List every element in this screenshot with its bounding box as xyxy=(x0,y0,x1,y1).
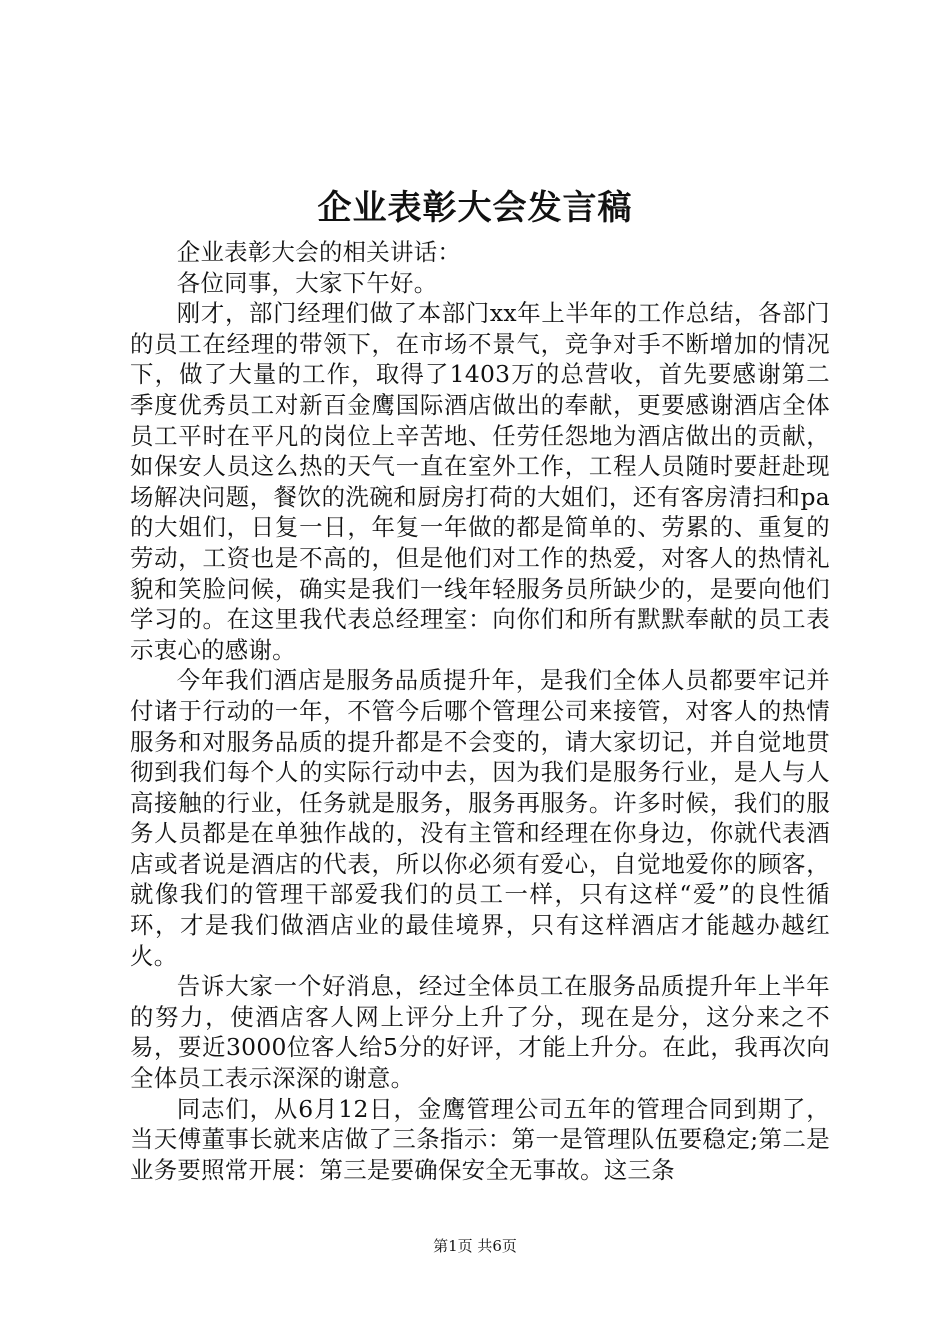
paragraph-service-quality: 今年我们酒店是服务品质提升年，是我们全体人员都要牢记并付诸于行动的一年，不管今后哪个管理公司来接管，对客人的热情服务和对服务品质的提升都是不会变的，请大家切记，并自觉地贯彻到我们每个人的实际行动中去，因为我们是服务行业，是人与人高接触的行业，任务就是服务，服务再服务。许多时候，我们的服务人员都是在单独作战的，没有主管和经理在你身边，你就代表酒店或者说是酒店的代表，所以你必须有爱心，自觉地爱你的顾客，就像我们的管理干部爱我们的员工一样，只有这样“爱”的良性循环，才是我们做酒店业的最佳境界，只有这样酒店才能越办越红火。 xyxy=(130,666,830,970)
paragraph-thanks: 刚才，部门经理们做了本部门xx年上半年的工作总结，各部门的员工在经理的带领下，在市场不景气，竞争对手不断增加的情况下，做了大量的工作，取得了1403万的总营收，首先要感谢第二季度优秀员工对新百金鹰国际酒店做出的奉献，更要感谢酒店全体员工平时在平凡的岗位上辛苦地、任劳任怨地为酒店做出的贡献，如保安人员这么热的天气一直在室外工作，工程人员随时要赶赴现场解决问题，餐饮的洗碗和厨房打荷的大姐们，还有客房清扫和pa的大姐们，日复一日，年复一年做的都是简单的、劳累的、重复的劳动，工资也是不高的，但是他们对工作的热爱，对客人的热情礼貌和笑脸问候，确实是我们一线年轻服务员所缺少的，是要向他们学习的。在这里我代表总经理室：向你们和所有默默奉献的员工表示衷心的感谢。 xyxy=(130,299,830,664)
page-number-footer: 第1页 共6页 xyxy=(433,1237,517,1255)
paragraph-intro: 企业表彰大会的相关讲话： xyxy=(176,238,462,266)
paragraph-management-contract: 同志们，从6月12日，金鹰管理公司五年的管理合同到期了，当天傅董事长就来店做了三条指示：第一是管理队伍要稳定;第二是业务要照常开展：第三是要确保安全无事故。这三条 xyxy=(130,1094,830,1184)
document-title: 企业表彰大会发言稿 xyxy=(317,188,633,228)
paragraph-greeting: 各位同事，大家下午好。 xyxy=(176,268,438,297)
document-body xyxy=(130,237,830,1185)
paragraph-good-news: 告诉大家一个好消息，经过全体员工在服务品质提升年上半年的努力，使酒店客人网上评分上升了分，现在是分，这分来之不易，要近3000位客人给5分的好评，才能上升分。在此，我再次向全体员工表示深深的谢意。 xyxy=(130,972,830,1093)
